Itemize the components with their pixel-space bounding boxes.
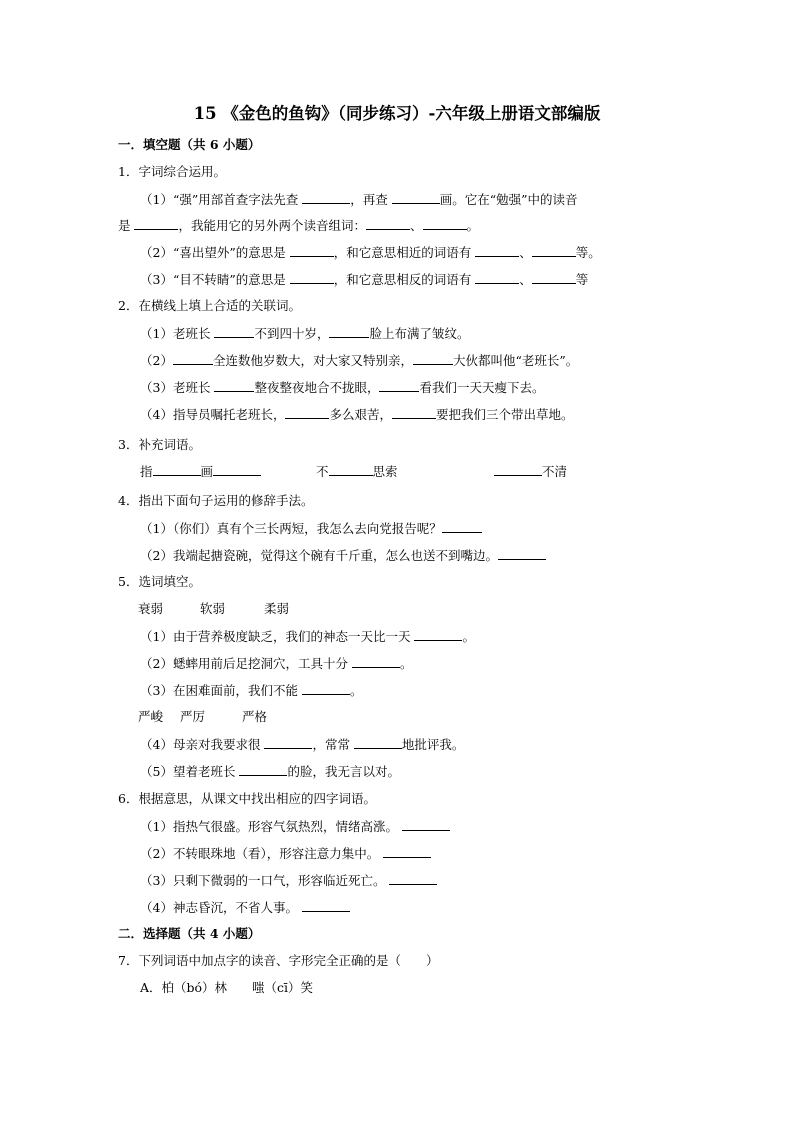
question-6-line-2: （2）不转眼珠地（看），形容注意力集中。: [140, 844, 431, 863]
answer-blank[interactable]: [302, 681, 350, 695]
question-6-line-3: （3）只剩下微弱的一口气，形容临近死亡。: [140, 871, 437, 890]
answer-blank[interactable]: [532, 270, 576, 284]
answer-blank[interactable]: [214, 324, 254, 338]
question-2-line-3: （3）老班长 整夜整夜地合不拢眼， 看我们一天天瘦下去。: [140, 380, 545, 395]
answer-blank[interactable]: [389, 871, 437, 885]
question-4-stem: 4．指出下面句子运用的修辞手法。: [118, 493, 314, 508]
answer-blank[interactable]: [290, 270, 334, 284]
question-3-item-b: 不 思索: [316, 464, 398, 479]
question-1-line-4: （3）“目不转睛”的意思是 ，和它意思相反的词语有 、 等: [140, 272, 589, 287]
answer-blank[interactable]: [134, 216, 178, 230]
answer-blank[interactable]: [413, 351, 453, 365]
answer-blank[interactable]: [423, 216, 467, 230]
word-option: 严厉: [180, 709, 206, 724]
answer-blank[interactable]: [383, 844, 431, 858]
question-3-item-c: 不清: [494, 462, 567, 481]
answer-blank[interactable]: [352, 654, 400, 668]
question-2-line-2: （2） 全连数他岁数大，对大家又特别亲， 大伙都叫他“老班长”。: [140, 353, 579, 368]
answer-blank[interactable]: [173, 351, 213, 365]
answer-blank[interactable]: [379, 378, 419, 392]
answer-blank[interactable]: [392, 190, 440, 204]
question-7-stem: 7．下列词语中加点字的读音、字形完全正确的是（ ）: [118, 953, 439, 968]
question-1-line-2: 是 ，我能用它的另外两个读音组词： 、 。: [118, 218, 480, 233]
word-option: 严峻: [138, 709, 164, 724]
section-choice-heading: 二．选择题（共 4 小题）: [118, 926, 261, 941]
question-1-line-3: （2）“喜出望外”的意思是 ，和它意思相近的词语有 、 等。: [140, 245, 601, 260]
question-4-line-1: （1）（你们）真有个三长两短，我怎么去向党报告呢？: [140, 519, 482, 538]
answer-blank[interactable]: [213, 462, 261, 476]
question-6-stem: 6．根据意思，从课文中找出相应的四字词语。: [118, 791, 376, 806]
question-2-line-1: （1）老班长 不到四十岁， 脸上布满了皱纹。: [140, 326, 470, 341]
answer-blank[interactable]: [414, 627, 462, 641]
question-1-line-1: （1）“强”用部首查字法先查 ，再查 画。它在“勉强”中的读音: [140, 192, 578, 207]
answer-blank[interactable]: [302, 190, 350, 204]
answer-blank[interactable]: [494, 462, 542, 476]
word-option: 软弱: [200, 601, 226, 616]
question-5-line-5: （5）望着老班长 的脸，我无言以对。: [140, 764, 400, 779]
question-2-line-4: （4）指导员嘱托老班长， 多么艰苦， 要把我们三个带出草地。: [140, 407, 574, 422]
answer-blank[interactable]: [153, 462, 201, 476]
answer-blank[interactable]: [366, 216, 410, 230]
question-3-item-a: 指 画: [140, 462, 261, 481]
question-5-line-2: （2）蟋蟀用前后足挖洞穴，工具十分 。: [140, 656, 413, 671]
answer-blank[interactable]: [475, 270, 519, 284]
answer-blank[interactable]: [285, 405, 329, 419]
answer-blank[interactable]: [475, 243, 519, 257]
word-option: 柔弱: [264, 601, 290, 616]
section-fill-blank-heading: 一．填空题（共 6 小题）: [118, 137, 261, 152]
question-4-line-2: （2）我端起搪瓷碗，觉得这个碗有千斤重，怎么也送不到嘴边。: [140, 546, 546, 565]
answer-blank[interactable]: [402, 817, 450, 831]
answer-blank[interactable]: [532, 243, 576, 257]
question-1-stem: 1．字词综合运用。: [118, 164, 226, 179]
question-5-line-3: （3）在困难面前，我们不能 。: [140, 683, 363, 698]
answer-blank[interactable]: [329, 324, 369, 338]
answer-blank[interactable]: [239, 762, 287, 776]
question-5-line-4: （4）母亲对我要求很 ，常常 地批评我。: [140, 737, 465, 752]
answer-blank[interactable]: [329, 462, 373, 476]
answer-blank[interactable]: [498, 546, 546, 560]
answer-blank[interactable]: [290, 243, 334, 257]
question-7-option-a[interactable]: A．柏（bó）林 嗤（cī）笑: [140, 980, 314, 995]
answer-blank[interactable]: [214, 378, 254, 392]
word-option: 衰弱: [138, 601, 164, 616]
answer-blank[interactable]: [442, 519, 482, 533]
question-2-stem: 2．在横线上填上合适的关联词。: [118, 298, 301, 313]
answer-blank[interactable]: [392, 405, 436, 419]
question-5-stem: 5．选词填空。: [118, 574, 201, 589]
question-3-stem: 3．补充词语。: [118, 437, 201, 452]
answer-blank[interactable]: [264, 735, 312, 749]
question-6-line-4: （4）神志昏沉，不省人事。: [140, 898, 350, 917]
answer-blank[interactable]: [354, 735, 402, 749]
page-title: 15 《金色的鱼钩》（同步练习）-六年级上册语文部编版: [193, 104, 601, 123]
word-option: 严格: [242, 709, 268, 724]
question-6-line-1: （1）指热气很盛。形容气氛热烈，情绪高涨。: [140, 817, 450, 836]
answer-blank[interactable]: [302, 898, 350, 912]
question-5-line-1: （1）由于营养极度缺乏，我们的神态一天比一天 。: [140, 629, 475, 644]
